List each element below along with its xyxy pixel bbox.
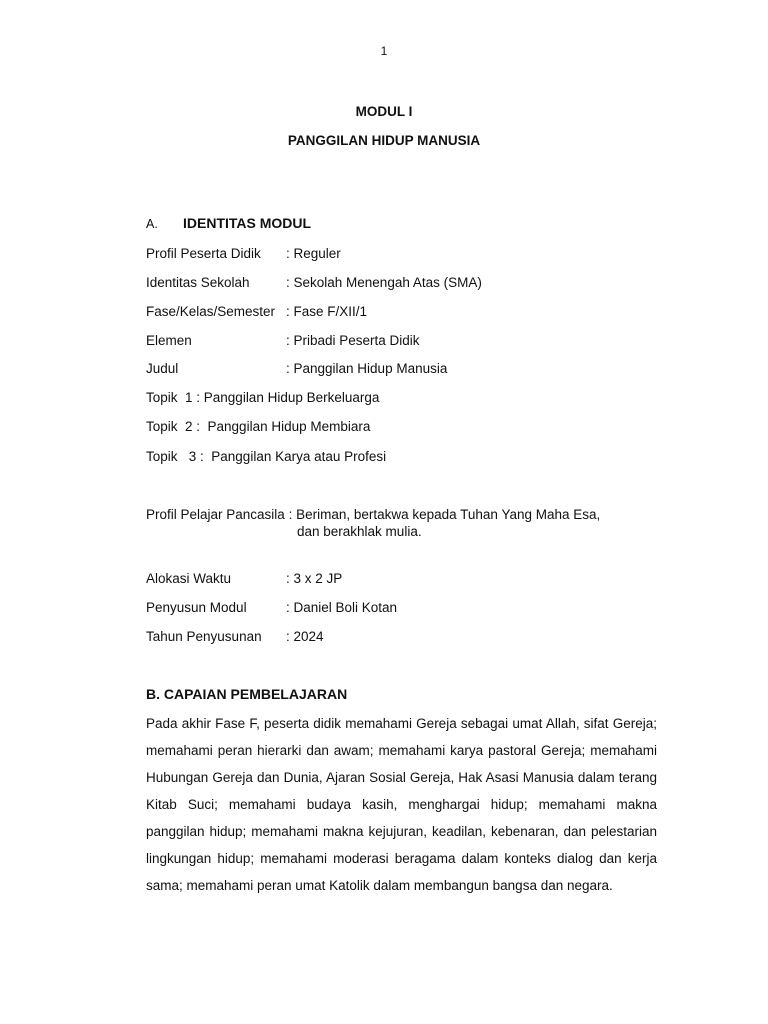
module-title: MODUL I (355, 104, 413, 119)
identity-row-elemen (146, 333, 420, 348)
detail-row-tahun (146, 629, 324, 644)
detail-value: : 3 x 2 JP (286, 571, 343, 586)
capaian-paragraph: Pada akhir Fase F, peserta didik memahami Gereja sebagai umat Allah, sifat Gereja; memahami peran hierarki dan awam; memahami karya pastoral Gereja; memahami Hubungan Gereja dan Dunia, Ajaran Sosial Gereja, Hak Asasi Manusia dalam terang Kitab Suci; memahami budaya kasih, menghargai hidup; memahami makna panggilan hidup; memahami makna kejujuran, keadilan, kebenaran, dan pelestarian lingkungan hidup; memahami moderasi beragama dalam konteks dialog dan kerja sama; memahami peran umat Katolik dalam membangun bangsa dan negara. (146, 716, 657, 893)
identity-row-sekolah (146, 275, 482, 290)
detail-row-alokasi (146, 571, 342, 586)
detail-row-penyusun (146, 600, 397, 615)
profil-pancasila-line1: Profil Pelajar Pancasila : Beriman, bertakwa kepada Tuhan Yang Maha Esa, (146, 507, 601, 522)
identity-label: Elemen (146, 333, 192, 348)
identity-label: Identitas Sekolah (146, 275, 250, 290)
identity-row-fase (146, 304, 367, 319)
module-subtitle: PANGGILAN HIDUP MANUSIA (287, 133, 481, 148)
identity-value: : Panggilan Hidup Manusia (286, 361, 448, 376)
profil-pancasila-line2: dan berakhlak mulia. (297, 524, 422, 539)
section-a-heading (146, 215, 311, 231)
identity-row-judul (146, 361, 447, 376)
page-number: 1 (380, 44, 388, 58)
detail-label: Penyusun Modul (146, 600, 247, 615)
identity-value: : Fase F/XII/1 (286, 304, 368, 319)
identity-label: Judul (146, 361, 179, 376)
identity-row-profil (146, 246, 341, 261)
detail-value: : Daniel Boli Kotan (286, 600, 398, 615)
identity-label: Fase/Kelas/Semester (146, 304, 276, 319)
identity-label: Profil Peserta Didik (146, 246, 261, 261)
topic-item: Topik 3 : Panggilan Karya atau Profesi (146, 449, 387, 464)
detail-label: Tahun Penyusunan (146, 629, 262, 644)
section-a-title: IDENTITAS MODUL (183, 215, 312, 231)
detail-label: Alokasi Waktu (146, 571, 232, 586)
topic-item: Topik 2 : Panggilan Hidup Membiara (146, 419, 371, 434)
section-a-letter: A. (146, 217, 158, 231)
identity-value: : Sekolah Menengah Atas (SMA) (286, 275, 482, 290)
identity-value: : Reguler (286, 246, 341, 261)
detail-value: : 2024 (286, 629, 324, 644)
topic-item: Topik 1 : Panggilan Hidup Berkeluarga (146, 390, 380, 405)
identity-value: : Pribadi Peserta Didik (286, 333, 420, 348)
section-b-heading: B. CAPAIAN PEMBELAJARAN (146, 686, 348, 702)
